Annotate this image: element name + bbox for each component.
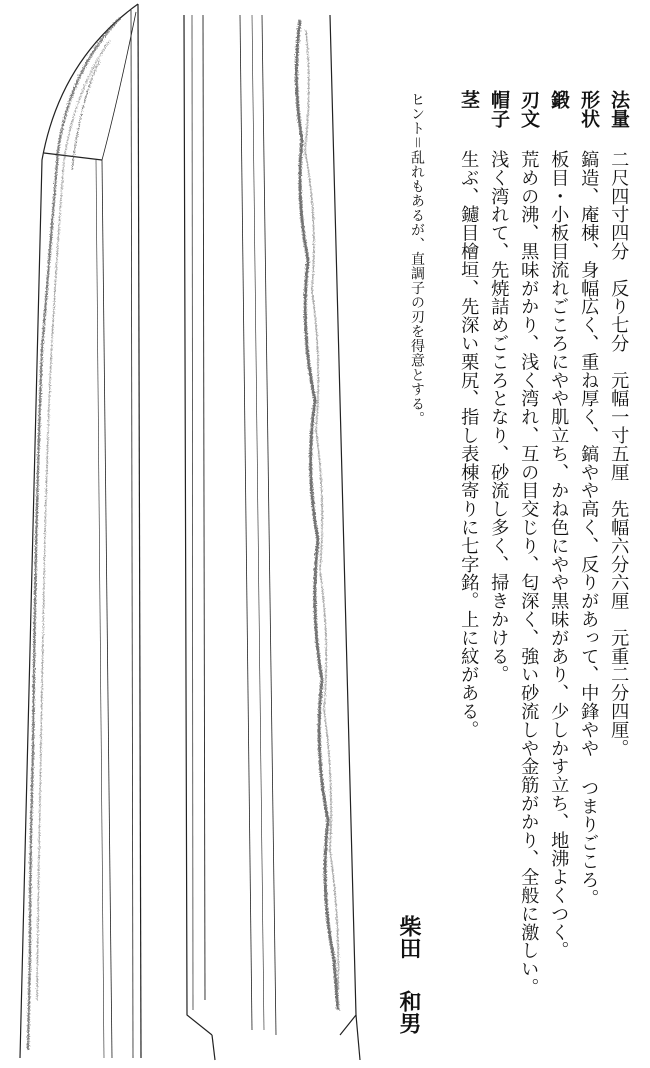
text-nakago: 生ぶ、鑢目檜垣、先深い栗尻、指し表棟寄りに七字銘。上に紋がある。 [458, 150, 480, 739]
heading-boshi: 帽子 [488, 90, 510, 128]
hint-note: ヒント＝乱れもあるが、直調子の刃を得意とする。 [409, 92, 425, 426]
heading-nakago: 茎 [458, 90, 480, 109]
text-shape: 鎬造、庵棟、身幅広く、重ね厚く、鎬やや高く、反りがあって、中鋒やや つまりごころ。 [578, 150, 600, 908]
text-hamon: 荒めの沸、黒味がかり、浅く湾れ、互の目交じり、匂深く、強い砂流しや金筋がかり、全般に激しい。 [518, 150, 540, 997]
author-given-name: 和男 [396, 990, 421, 1034]
heading-forging: 鍛 [548, 90, 570, 109]
heading-shape: 形状 [578, 90, 600, 128]
text-boshi: 浅く湾れて、先焼詰めごころとなり、砂流し多く、掃きかける。 [488, 150, 510, 684]
heading-dimensions: 法量 [608, 90, 630, 128]
text-forging: 板目・小板目流れごころにやや肌立ち、かね色にやや黒味があり、少しかす立ち、地沸よくつく。 [548, 150, 570, 960]
blade-body-drawing [184, 15, 360, 1060]
text-dimensions: 二尺四寸四分 反り七分 元幅一寸五厘 先幅六分六厘 元重二分四厘。 [608, 150, 630, 758]
author-surname: 柴田 [396, 915, 421, 959]
heading-hamon: 刃文 [518, 90, 540, 128]
